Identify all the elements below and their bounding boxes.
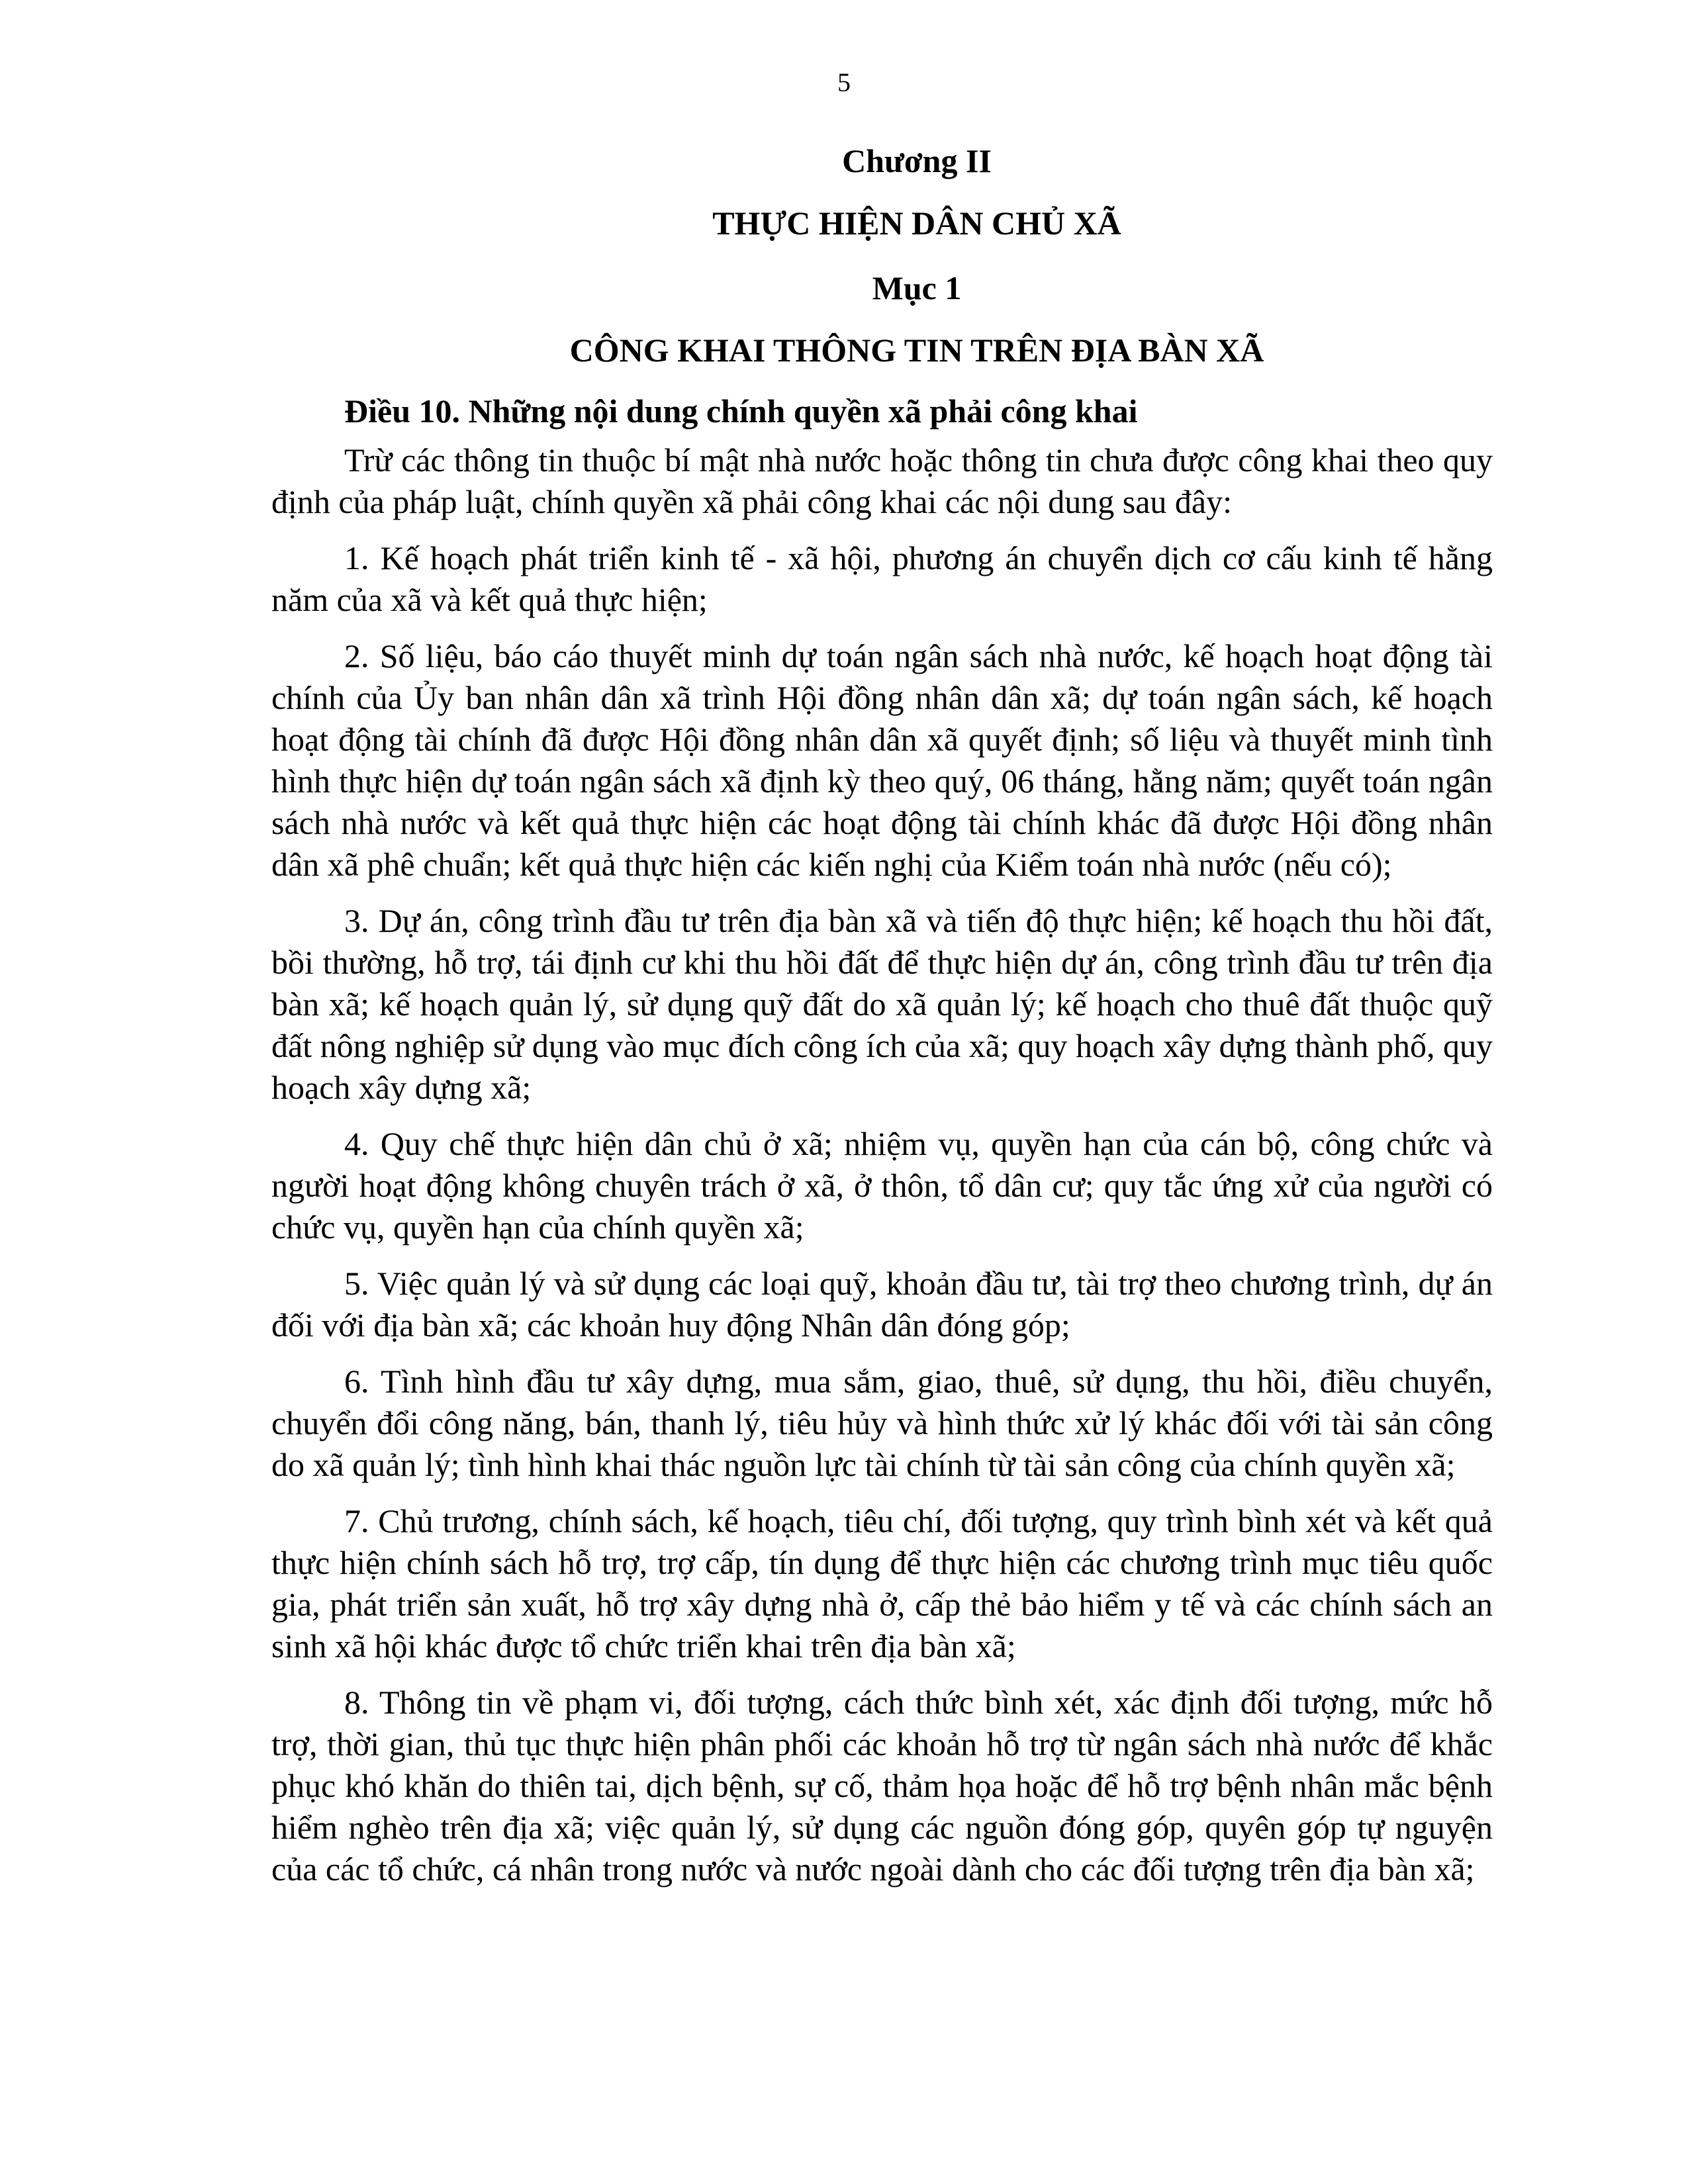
chapter-label: Chương II [842,142,992,179]
clause-7: 7. Chủ trương, chính sách, kế hoạch, tiêu chí, đối tượng, quy trình bình xét và kết quả thực hiện chính sách hỗ trợ, trợ cấp, tín dụng để thực hiện các chương trình mục tiêu quốc gia, phát triển sản xuất, hỗ trợ xây dựng nhà ở, cấp thẻ bảo hiểm y tế và các chính sách an sinh xã hội khác được tổ chức triển khai trên địa bàn xã; [271,1502,1493,1664]
section-label: Mục 1 [872,269,962,306]
clause-5: 5. Việc quản lý và sử dụng các loại quỹ, khoản đầu tư, tài trợ theo chương trình, dự án đối với địa bàn xã; các khoản huy động Nhân dân đóng góp; [271,1265,1493,1343]
chapter-title: THỰC HIỆN DÂN CHỦ XÃ [712,205,1121,242]
article-title: Điều 10. Những nội dung chính quyền xã phải công khai [344,392,1138,430]
clause-3: 3. Dự án, công trình đầu tư trên địa bàn xã và tiến độ thực hiện; kế hoạch thu hồi đất, bồi thường, hỗ trợ, tái định cư khi thu hồi đất để thực hiện dự án, công trình đầu tư trên địa bàn xã; kế hoạch quản lý, sử dụng quỹ đất do xã quản lý; kế hoạch cho thuê đất thuộc quỹ đất nông nghiệp sử dụng vào mục đích công ích của xã; quy hoạch xây dựng thành phố, quy hoạch xây dựng xã; [271,902,1493,1106]
clause-8: 8. Thông tin về phạm vi, đối tượng, cách thức bình xét, xác định đối tượng, mức hỗ trợ, thời gian, thủ tục thực hiện phân phối các khoản hỗ trợ từ ngân sách nhà nước để khắc phục khó khăn do thiên tai, dịch bệnh, sự cố, thảm họa hoặc để hỗ trợ bệnh nhân mắc bệnh hiểm nghèo trên địa xã; việc quản lý, sử dụng các nguồn đóng góp, quyên góp tự nguyện của các tổ chức, cá nhân trong nước và nước ngoài dành cho các đối tượng trên địa bàn xã; [271,1684,1493,1888]
clause-6: 6. Tình hình đầu tư xây dựng, mua sắm, giao, thuê, sử dụng, thu hồi, điều chuyển, chuyển đổi công năng, bán, thanh lý, tiêu hủy và hình thức xử lý khác đối với tài sản công do xã quản lý; tình hình khai thác nguồn lực tài chính từ tài sản công của chính quyền xã; [271,1363,1493,1483]
clause-2: 2. Số liệu, báo cáo thuyết minh dự toán ngân sách nhà nước, kế hoạch hoạt động tài chính của Ủy ban nhân dân xã trình Hội đồng nhân dân xã; dự toán ngân sách, kế hoạch hoạt động tài chính đã được Hội đồng nhân dân xã quyết định; số liệu và thuyết minh tình hình thực hiện dự toán ngân sách xã định kỳ theo quý, 06 tháng, hằng năm; quyết toán ngân sách nhà nước và kết quả thực hiện các hoạt động tài chính khác đã được Hội đồng nhân dân xã phê chuẩn; kết quả thực hiện các kiến nghị của Kiểm toán nhà nước (nếu có); [271,637,1493,883]
section-title: CÔNG KHAI THÔNG TIN TRÊN ĐỊA BÀN XÃ [569,332,1264,369]
clause-4: 4. Quy chế thực hiện dân chủ ở xã; nhiệm vụ, quyền hạn của cán bộ, công chức và người hoạt động không chuyên trách ở xã, ở thôn, tổ dân cư; quy tắc ứng xử của người có chức vụ, quyền hạn của chính quyền xã; [271,1125,1493,1246]
article-body [271,439,1493,1905]
clause-1: 1. Kế hoạch phát triển kinh tế - xã hội, phương án chuyển dịch cơ cấu kinh tế hằng năm của xã và kết quả thực hiện; [271,539,1493,618]
page-number: 5 [837,68,851,97]
intro-paragraph: Trừ các thông tin thuộc bí mật nhà nước hoặc thông tin chưa được công khai theo quy định của pháp luật, chính quyền xã phải công khai các nội dung sau đây: [271,441,1493,520]
